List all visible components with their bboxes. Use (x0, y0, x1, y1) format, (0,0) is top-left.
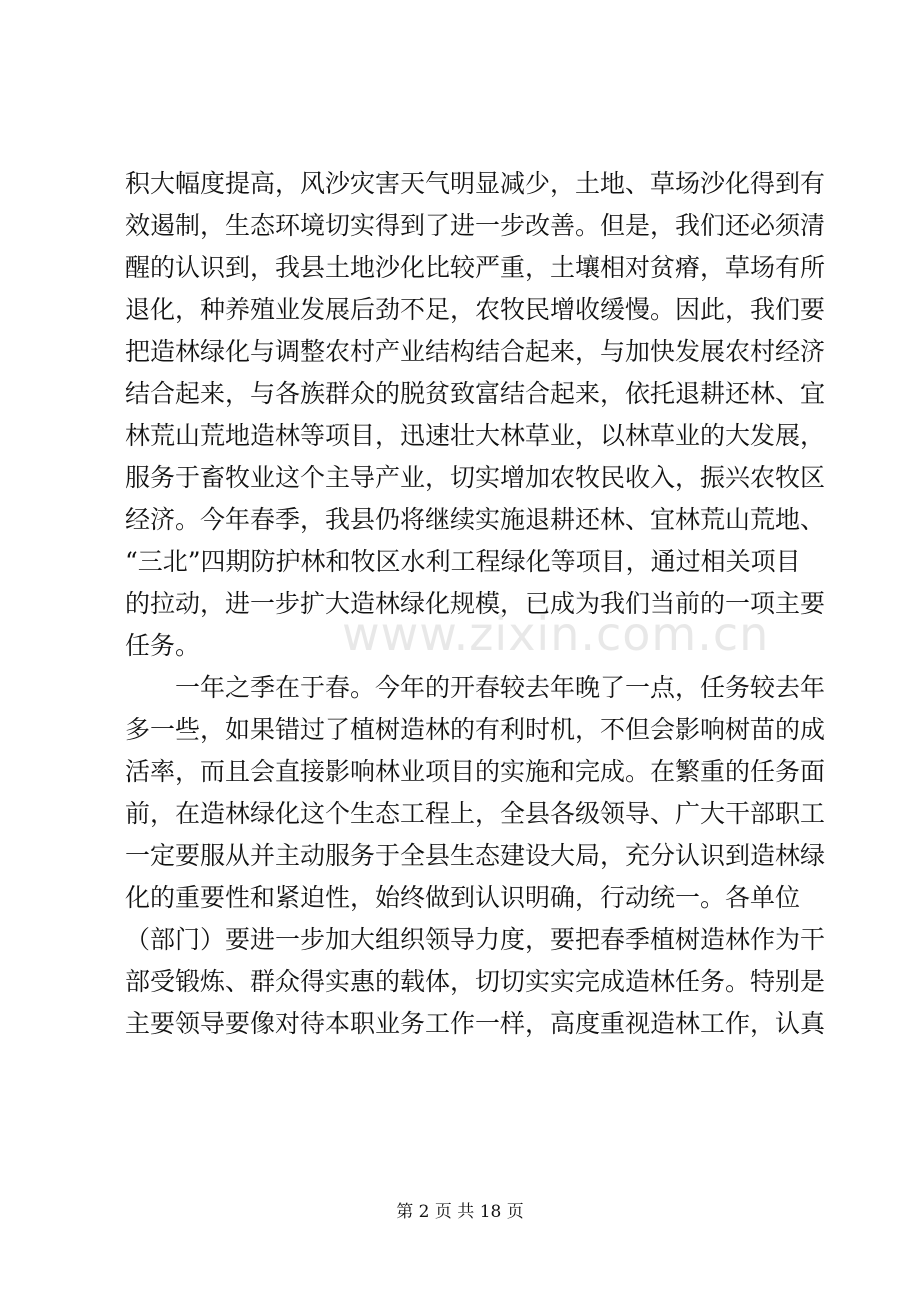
page-number: 第 2 页 共 18 页 (396, 1202, 524, 1222)
text-line: 一年之季在于春。今年的开春较去年晚了一点，任务较去年 (125, 673, 826, 702)
text-line: 化的重要性和紧迫性，始终做到认识明确，行动统一。各单位 (125, 883, 801, 912)
text-line: 一定要服从并主动服务于全县生态建设大局，充分认识到造林绿 (125, 841, 826, 870)
text-line: 退化，种养殖业发展后劲不足，农牧民增收缓慢。因此，我们要 (125, 295, 826, 324)
text-line: 醒的认识到，我县土地沙化比较严重，土壤相对贫瘠，草场有所 (125, 253, 826, 282)
text-line: 多一些，如果错过了植树造林的有利时机，不但会影响树苗的成 (125, 715, 826, 744)
text-line: “三北”四期防护林和牧区水利工程绿化等项目，通过相关项目 (125, 547, 801, 576)
text-line: （部门）要进一步加大组织领导力度，要把春季植树造林作为干 (125, 925, 826, 954)
watermark: www.zixin.com.cn (342, 607, 770, 661)
text-line: 积大幅度提高，风沙灾害天气明显减少，土地、草场沙化得到有 (125, 169, 826, 198)
text-line: 效遏制，生态环境切实得到了进一步改善。但是，我们还必须清 (125, 211, 826, 240)
text-line: 前，在造林绿化这个生态工程上，全县各级领导、广大干部职工 (125, 799, 826, 828)
text-line: 林荒山荒地造林等项目，迅速壮大林草业，以林草业的大发展， (125, 421, 826, 450)
text-line: 的拉动，进一步扩大造林绿化规模，已成为我们当前的一项主要 (125, 589, 826, 618)
text-line: 主要领导要像对待本职业务工作一样，高度重视造林工作，认真 (125, 1009, 826, 1038)
text-line: 任务。 (125, 631, 201, 660)
text-line: 结合起来，与各族群众的脱贫致富结合起来，依托退耕还林、宜 (125, 379, 826, 408)
text-line: 把造林绿化与调整农村产业结构结合起来，与加快发展农村经济 (125, 337, 826, 366)
text-line: 活率，而且会直接影响林业项目的实施和完成。在繁重的任务面 (125, 757, 826, 786)
text-line: 部受锻炼、群众得实惠的载体，切切实实完成造林任务。特别是 (125, 967, 826, 996)
text-line: 服务于畜牧业这个主导产业，切实增加农牧民收入，振兴农牧区 (125, 463, 826, 492)
text-line: 经济。今年春季，我县仍将继续实施退耕还林、宜林荒山荒地、 (125, 505, 826, 534)
